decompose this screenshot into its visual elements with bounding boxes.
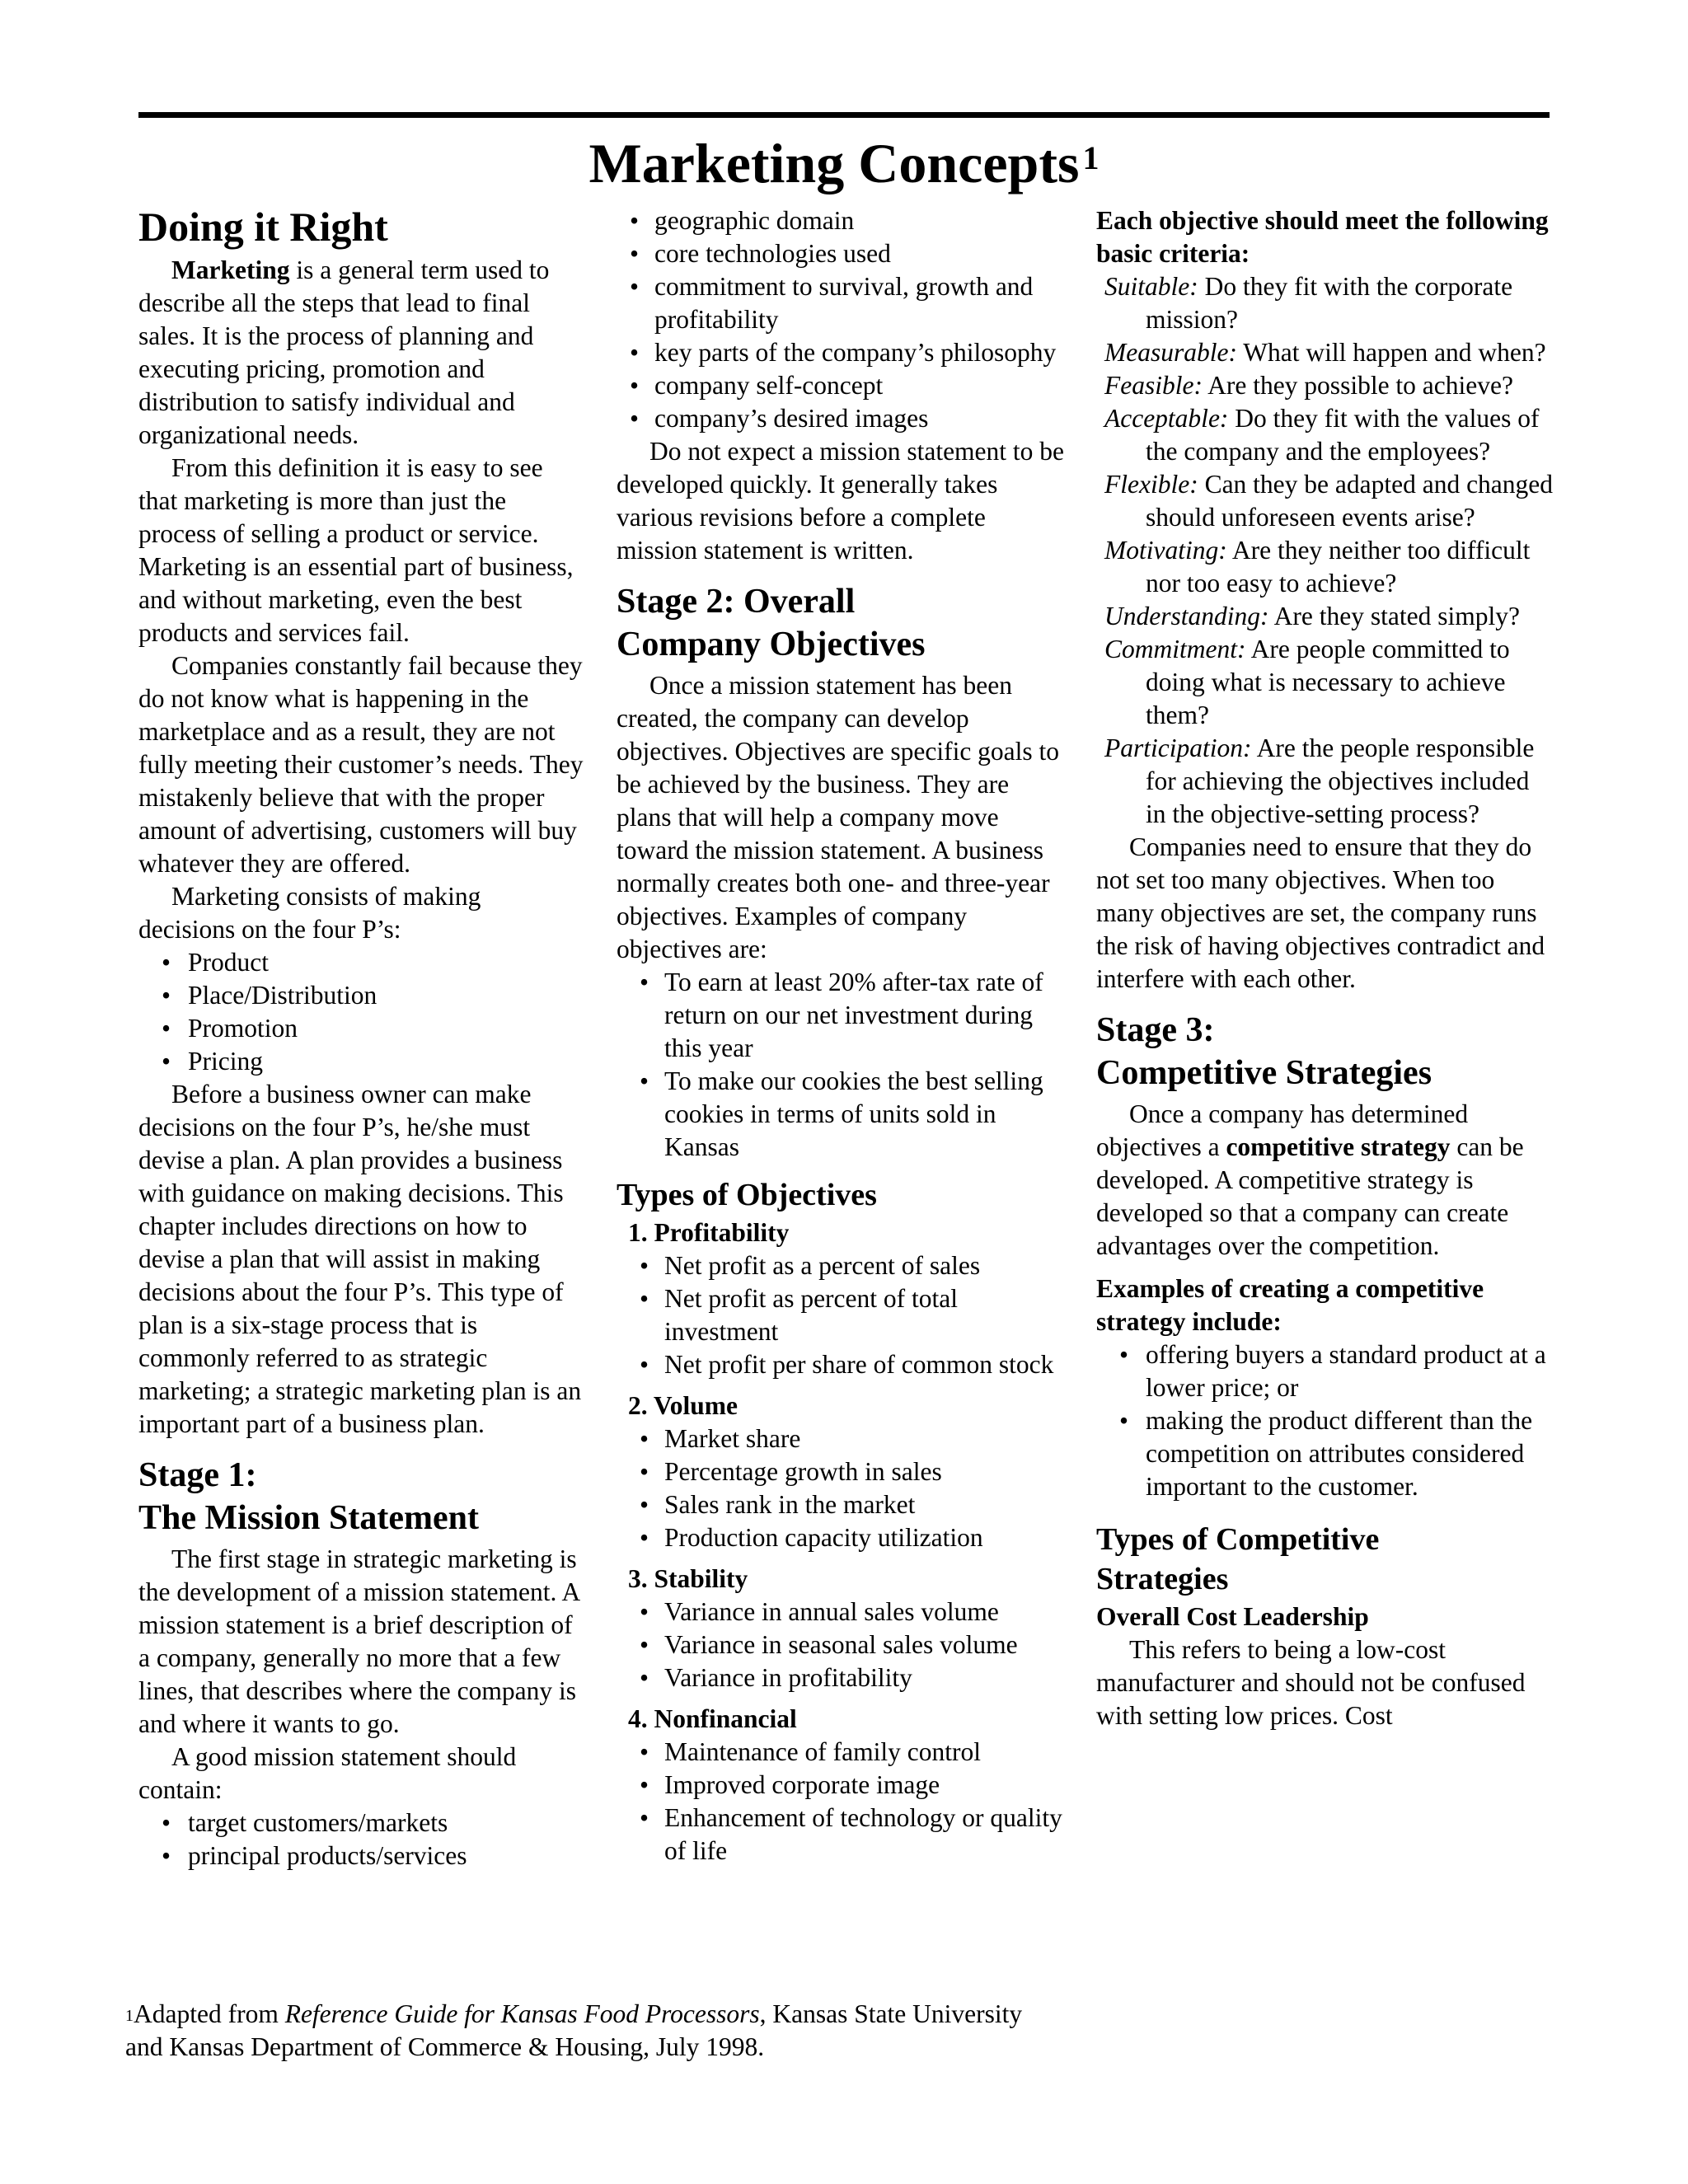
column-2 xyxy=(617,204,1067,1868)
group-title: 2. Volume xyxy=(628,1391,738,1420)
group-list xyxy=(617,1249,1067,1381)
term-marketing: Marketing xyxy=(171,255,290,284)
four-ps-list xyxy=(138,946,584,1078)
list-item: • core technologies used xyxy=(617,237,1067,270)
criterion-term: Motivating: xyxy=(1104,536,1227,565)
heading-line: Strategies xyxy=(1096,1562,1229,1596)
paragraph: Companies need to ensure that they do not set too many objectives. When too many objectives are set, the company runs the risk of having objectives contradict and interfere with each other. xyxy=(1096,832,1545,993)
list-item: • Sales rank in the market xyxy=(617,1488,1067,1521)
group-list xyxy=(617,1596,1067,1694)
criteria-heading: Each objective should meet the following basic criteria: xyxy=(1096,206,1549,268)
list-item: • company self-concept xyxy=(617,369,1067,402)
criterion-text: Are they neither too difficult nor too easy to achieve? xyxy=(1146,536,1531,598)
paragraph-text: is a general term used to describe all the steps that lead to final sales. It is the process of planning and executing pricing, promotion and distribution to satisfy individual and organizational needs. xyxy=(138,255,550,449)
competitive-examples-list xyxy=(1096,1338,1554,1503)
paragraph: Marketing consists of making decisions on the four P’s: xyxy=(138,882,481,944)
criterion-text: Do they fit with the values of the company and the employees? xyxy=(1146,404,1540,466)
page-title-text: Marketing Concepts xyxy=(588,132,1080,194)
list-item: • Net profit as a percent of sales xyxy=(617,1249,1067,1282)
heading-line: Company Objectives xyxy=(617,626,926,663)
heading-line: Competitive Strategies xyxy=(1096,1054,1432,1092)
paragraph-text: can be developed. A competitive strategy is developed so that a company can create advantages over the competition. xyxy=(1096,1132,1524,1260)
criterion-term: Suitable: xyxy=(1104,272,1198,301)
group-title: 4. Nonfinancial xyxy=(628,1704,797,1733)
paragraph: This refers to being a low-cost manufacturer and should not be confused with setting low prices. Cost xyxy=(1096,1635,1526,1730)
criterion-term: Commitment: xyxy=(1104,635,1246,663)
list-item: • Enhancement of technology or quality of life xyxy=(617,1802,1067,1868)
subheading-types-of-objectives: Types of Objectives xyxy=(617,1178,877,1212)
list-item: • Place/Distribution xyxy=(138,979,584,1012)
list-item: • Variance in seasonal sales volume xyxy=(617,1629,1067,1661)
criterion xyxy=(1096,600,1554,633)
heading-line: Stage 1: xyxy=(138,1456,257,1494)
list-item: • company’s desired images xyxy=(617,402,1067,435)
list-item: • Production capacity utilization xyxy=(617,1521,1067,1554)
criterion-term: Measurable: xyxy=(1104,338,1237,367)
list-item: • Variance in annual sales volume xyxy=(617,1596,1067,1629)
list-item: • Percentage growth in sales xyxy=(617,1455,1067,1488)
criterion-term: Acceptable: xyxy=(1104,404,1229,433)
criterion-text: Can they be adapted and changed should unforeseen events arise? xyxy=(1146,470,1554,532)
section-heading-stage-3 xyxy=(1096,1009,1554,1094)
list-item: • Variance in profitability xyxy=(617,1661,1067,1694)
examples-heading: Examples of creating a competitive strategy include: xyxy=(1096,1274,1484,1336)
column-3 xyxy=(1096,204,1554,1732)
criterion xyxy=(1096,534,1554,600)
list-item: • making the product different than the competition on attributes considered important to the customer. xyxy=(1096,1404,1554,1503)
section-heading-doing-it-right: Doing it Right xyxy=(138,204,388,250)
criterion xyxy=(1096,732,1554,831)
criterion-text: What will happen and when? xyxy=(1236,338,1546,367)
paragraph: The first stage in strategic marketing is the development of a mission statement. A mission statement is a brief description of a company, generally no more that a few lines, that describes where the company is and where it wants to go. xyxy=(138,1544,579,1738)
list-item: • commitment to survival, growth and profitability xyxy=(617,270,1067,336)
list-item: • Market share xyxy=(617,1422,1067,1455)
criterion xyxy=(1096,369,1554,402)
footnote-text: Adapted from xyxy=(134,1999,285,2028)
list-item: • Improved corporate image xyxy=(617,1769,1067,1802)
paragraph: Once a mission statement has been created, the company can develop objectives. Objectives are specific goals to be achieved by the business. They are plans that will help a company move toward the mission statement. A business normally creates both one- and three-year objectives. Examples of company objectives are: xyxy=(617,671,1060,963)
criterion-text: Do they fit with the corporate mission? xyxy=(1146,272,1513,334)
list-item: • Pricing xyxy=(138,1045,584,1078)
list-item: • To make our cookies the best selling cookies in terms of units sold in Kansas xyxy=(617,1065,1067,1164)
mission-contents-list xyxy=(138,1807,584,1872)
mission-contents-list-continued xyxy=(617,204,1067,435)
top-rule xyxy=(138,112,1550,118)
section-heading-stage-2 xyxy=(617,580,1067,666)
list-item: • Promotion xyxy=(138,1012,584,1045)
heading-line: Types of Competitive xyxy=(1096,1522,1380,1557)
list-item: • principal products/services xyxy=(138,1840,584,1872)
heading-line: Stage 2: Overall xyxy=(617,583,856,621)
subheading-overall-cost-leadership: Overall Cost Leadership xyxy=(1096,1602,1369,1631)
subheading-types-of-competitive-strategies xyxy=(1096,1520,1554,1599)
criterion-term: Understanding: xyxy=(1104,602,1269,630)
list-item: • To earn at least 20% after-tax rate of return on our net investment during this year xyxy=(617,966,1067,1065)
criterion-term: Feasible: xyxy=(1104,371,1203,400)
list-item: • target customers/markets xyxy=(138,1807,584,1840)
criterion-term: Flexible: xyxy=(1104,470,1198,499)
list-item: • Maintenance of family control xyxy=(617,1736,1067,1769)
criterion xyxy=(1096,336,1554,369)
list-item: • key parts of the company’s philosophy xyxy=(617,336,1067,369)
column-1 xyxy=(138,204,584,1872)
paragraph xyxy=(138,254,584,452)
paragraph: Do not expect a mission statement to be developed quickly. It generally takes various revisions before a complete mission statement is written. xyxy=(617,437,1065,565)
criterion-text: Are they stated simply? xyxy=(1268,602,1520,630)
footnote xyxy=(125,1998,1032,2064)
group-list xyxy=(617,1422,1067,1554)
page-title xyxy=(0,122,1688,204)
objective-examples-list xyxy=(617,966,1067,1164)
criterion xyxy=(1096,402,1554,468)
criterion xyxy=(1096,270,1554,336)
group-list xyxy=(617,1736,1067,1868)
footnote-text: , Kansas State University and Kansas Department of Commerce & Housing, July 1998. xyxy=(125,1999,1023,2061)
footnote-mark: 1 xyxy=(125,2007,134,2025)
paragraph: A good mission statement should contain: xyxy=(138,1742,517,1804)
criterion xyxy=(1096,633,1554,732)
paragraph-text: Once a company has determined objectives a xyxy=(1096,1099,1469,1161)
heading-line: The Mission Statement xyxy=(138,1499,479,1537)
list-item: • Product xyxy=(138,946,584,979)
paragraph xyxy=(1096,1098,1554,1263)
paragraph: Before a business owner can make decisions on the four P’s, he/she must devise a plan. A plan provides a business with guidance on making decisions. This chapter includes directions on how to devise a plan that will assist in making decisions about the four P’s. This type of plan is a six-stage process that is commonly referred to as strategic marketing; a strategic marketing plan is an important part of a business plan. xyxy=(138,1080,582,1438)
heading-line: Stage 3: xyxy=(1096,1011,1215,1049)
section-heading-stage-1 xyxy=(138,1454,584,1540)
list-item: • Net profit as percent of total investment xyxy=(617,1282,1067,1348)
list-item: • geographic domain xyxy=(617,204,1067,237)
group-title: 1. Profitability xyxy=(628,1218,790,1247)
term-competitive-strategy: competitive strategy xyxy=(1226,1132,1451,1161)
paragraph: From this definition it is easy to see that marketing is more than just the process of selling a product or service. Marketing is an essential part of business, and without marketing, even the best products and services fail. xyxy=(138,453,574,647)
criterion-text: Are the people responsible for achieving the objectives included in the objective-setting process? xyxy=(1146,733,1535,828)
title-footnote-mark: 1 xyxy=(1082,139,1100,176)
group-title: 3. Stability xyxy=(628,1564,748,1593)
criterion-term: Participation: xyxy=(1104,733,1252,762)
criterion-text: Are they possible to achieve? xyxy=(1202,371,1513,400)
criterion-text: Are people committed to doing what is necessary to achieve them? xyxy=(1146,635,1510,729)
criterion xyxy=(1096,468,1554,534)
paragraph: Companies constantly fail because they do not know what is happening in the marketplace and as a result, they are not fully meeting their customer’s needs. They mistakenly believe that with the proper amount of advertising, customers will buy whatever they are offered. xyxy=(138,651,584,878)
list-item: • offering buyers a standard product at a lower price; or xyxy=(1096,1338,1554,1404)
footnote-source-title: Reference Guide for Kansas Food Processors xyxy=(284,1999,760,2028)
list-item: • Net profit per share of common stock xyxy=(617,1348,1067,1381)
